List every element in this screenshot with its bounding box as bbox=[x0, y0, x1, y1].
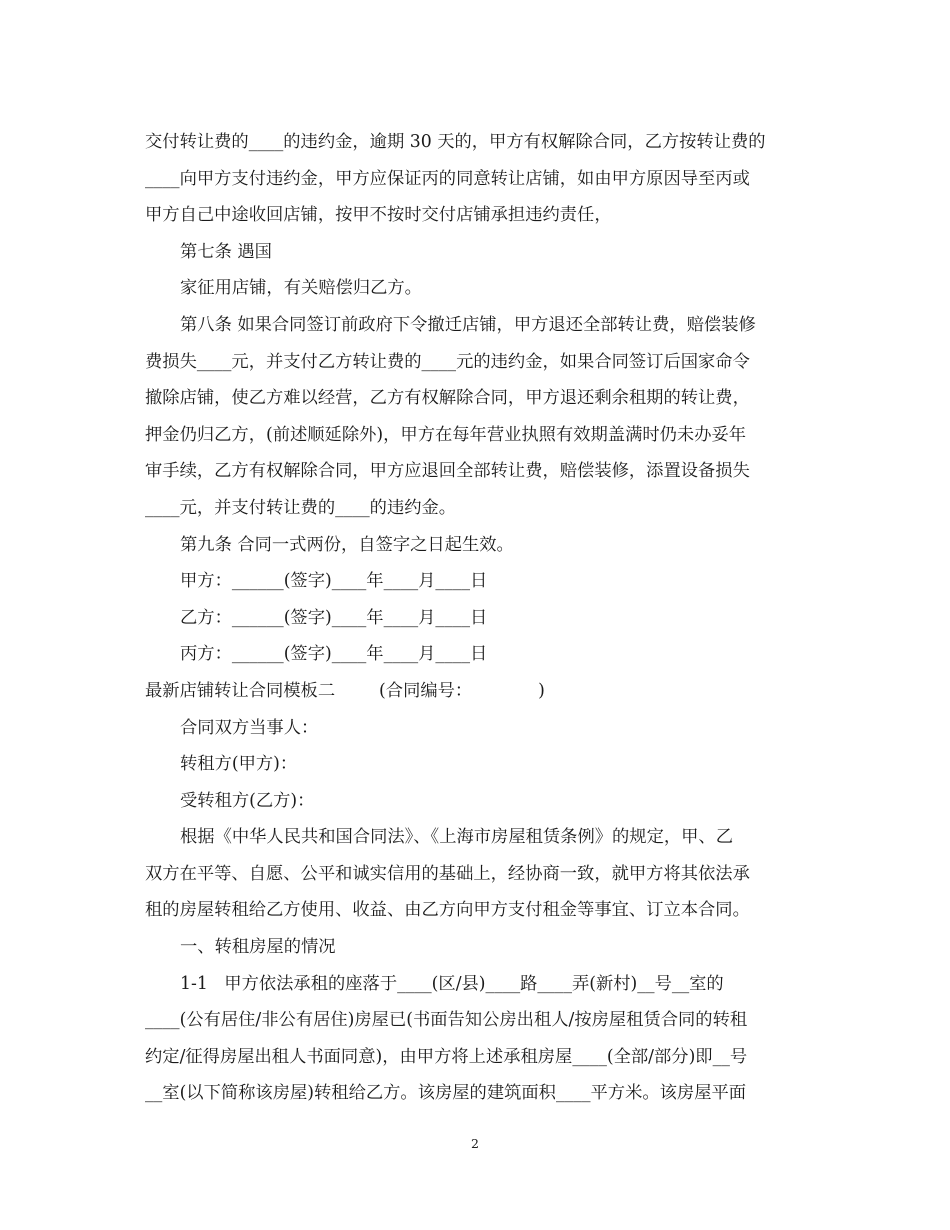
clause-1-1: 1-1 甲方依法承租的座落于____(区/县)____路____弄(新村)__号__室的 bbox=[180, 973, 724, 994]
section-heading: 一、转租房屋的情况 bbox=[180, 937, 336, 958]
signature-line-party-a: 甲方：______(签字)____年____月____日 bbox=[180, 571, 488, 592]
document-body bbox=[145, 124, 810, 1112]
text-line: 受转租方(乙方)： bbox=[180, 790, 315, 811]
text-line: 约定/征得房屋出租人书面同意)，由甲方将上述承租房屋____(全部/部分)即__号 bbox=[145, 1046, 748, 1067]
text-line: 押金仍归乙方，(前述顺延除外)，甲方在每年营业执照有效期盖满时仍未办妥年 bbox=[145, 424, 747, 445]
article-9-paragraph: 第九条 合同一式两份，自签字之日起生效。 bbox=[180, 534, 514, 555]
text-line: 交付转让费的____的违约金，逾期 30 天的，甲方有权解除合同，乙方按转让费的 bbox=[145, 132, 766, 152]
text-line: ____元，并支付转让费的____的违约金。 bbox=[145, 497, 457, 518]
text-line: 合同双方当事人： bbox=[180, 717, 319, 738]
text-line: 根据《中华人民共和国合同法》、《上海市房屋租赁条例》的规定，甲、乙 bbox=[180, 827, 733, 848]
text-line: 撤除店铺，使乙方难以经营，乙方有权解除合同，甲方退还剩余租期的转让费， bbox=[145, 388, 750, 409]
page-number: 2 bbox=[471, 1136, 479, 1151]
article-8-paragraph: 第八条 如果合同签订前政府下令撤迁店铺，甲方退还全部转让费，赔偿装修 bbox=[180, 314, 756, 335]
text-line: 费损失____元，并支付乙方转让费的____元的违约金，如果合同签订后国家命令 bbox=[145, 351, 750, 372]
text-line: __室(以下简称该房屋)转租给乙方。该房屋的建筑面积____平方米。该房屋平面 bbox=[145, 1083, 747, 1104]
template-title: 最新店铺转让合同模板二 (合同编号： ) bbox=[145, 680, 545, 701]
text-line: ____(公有居住/非公有居住)房屋已(书面告知公房出租人/按房屋租赁合同的转租 bbox=[145, 1010, 748, 1031]
text-line: 租的房屋转租给乙方使用、收益、由乙方向甲方支付租金等事宜、订立本合同。 bbox=[145, 900, 750, 921]
text-line: 双方在平等、自愿、公平和诚实信用的基础上，经协商一致，就甲方将其依法承 bbox=[145, 863, 750, 884]
article-7-heading: 第七条 遇国 bbox=[180, 241, 272, 262]
text-line: 甲方自己中途收回店铺，按甲不按时交付店铺承担违约责任， bbox=[145, 205, 612, 226]
text-line: ____向甲方支付违约金，甲方应保证丙的同意转让店铺，如由甲方原因导至丙或 bbox=[145, 168, 750, 189]
text-line: 审手续，乙方有权解除合同，甲方应退回全部转让费，赔偿装修，添置设备损失 bbox=[145, 461, 750, 482]
signature-line-party-b: 乙方：______(签字)____年____月____日 bbox=[180, 607, 488, 628]
text-line: 转租方(甲方)： bbox=[180, 754, 298, 775]
signature-line-party-c: 丙方：______(签字)____年____月____日 bbox=[180, 644, 488, 665]
text-line: 家征用店铺，有关赔偿归乙方。 bbox=[180, 278, 422, 299]
